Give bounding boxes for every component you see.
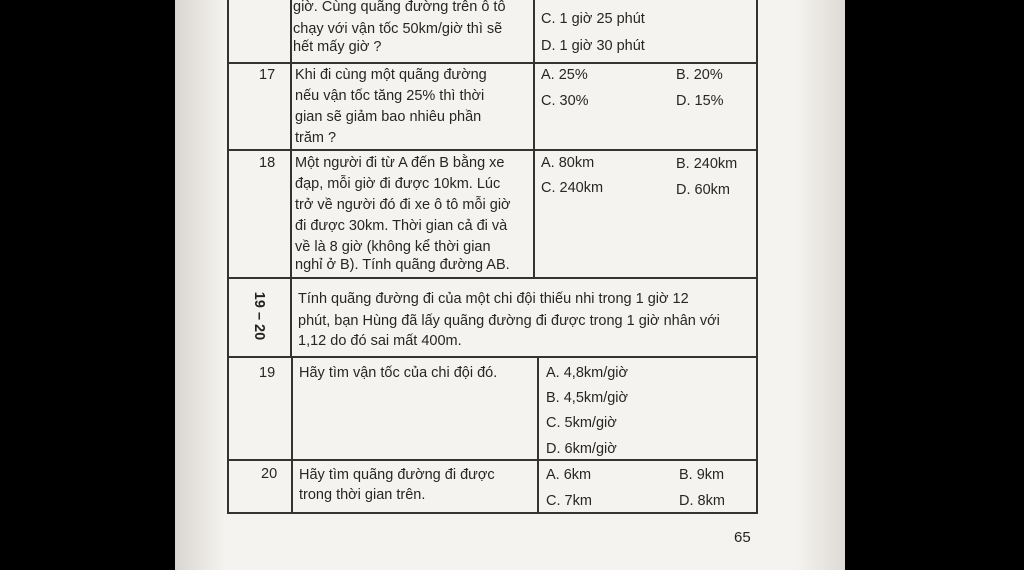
question-line: nếu vận tốc tăng 25% thì thời — [295, 88, 485, 104]
question-line: 1,12 do đó sai mất 400m. — [298, 333, 462, 349]
option-a: A. 6km — [546, 467, 592, 483]
question-number: 20 — [261, 466, 278, 482]
question-line: đi được 30km. Thời gian cả đi và — [295, 218, 508, 234]
question-line: trăm ? — [295, 130, 337, 146]
question-number: 19 — [259, 365, 276, 381]
page-number: 65 — [734, 529, 751, 546]
question-number: 17 — [259, 67, 276, 83]
option-d: D. 1 giờ 30 phút — [541, 38, 645, 54]
question-line: trở về người đó đi xe ô tô mỗi giờ — [295, 197, 511, 213]
question-line: đạp, mỗi giờ đi được 10km. Lúc — [295, 176, 501, 192]
page-shadow-right — [795, 0, 845, 570]
question-line: chạy với vận tốc 50km/giờ thì sẽ — [293, 21, 503, 37]
option-d: D. 15% — [676, 93, 724, 109]
option-a: A. 4,8km/giờ — [546, 365, 629, 381]
question-line: Khi đi cùng một quãng đường — [295, 67, 487, 83]
option-b: B. 240km — [676, 156, 738, 172]
question-line: Một người đi từ A đến B bằng xe — [295, 155, 505, 171]
question-line: về là 8 giờ (không kể thời gian — [295, 239, 491, 255]
page-shadow-left — [175, 0, 225, 570]
option-a: A. 25% — [541, 67, 588, 83]
option-c: C. 240km — [541, 180, 604, 196]
question-line: Hãy tìm vận tốc của chi đội đó. — [299, 365, 498, 381]
option-c: C. 1 giờ 25 phút — [541, 11, 645, 27]
option-c: C. 5km/giờ — [546, 415, 617, 431]
option-b: B. 20% — [676, 67, 723, 83]
option-c: C. 30% — [541, 93, 589, 109]
question-line: gian sẽ giảm bao nhiêu phần — [295, 109, 482, 125]
option-d: D. 60km — [676, 182, 730, 198]
option-a: A. 80km — [541, 155, 595, 171]
option-b: B. 4,5km/giờ — [546, 390, 629, 406]
question-number: 18 — [259, 155, 276, 171]
question-line: nghỉ ở B). Tính quãng đường AB. — [295, 257, 510, 273]
question-number-vertical: 19 – 20 — [251, 291, 267, 341]
question-line: trong thời gian trên. — [299, 487, 426, 503]
question-line: hết mấy giờ ? — [293, 39, 382, 55]
question-line: Hãy tìm quãng đường đi được — [299, 467, 495, 483]
question-line: Tính quãng đường đi của một chi đội thiếu nhi trong 1 giờ 12 — [298, 291, 689, 307]
question-line: giờ. Cùng quãng đường trên ô tô — [293, 0, 506, 15]
option-b: B. 9km — [679, 467, 725, 483]
option-d: D. 8km — [679, 493, 725, 509]
question-line: phút, bạn Hùng đã lấy quãng đường đi được trong 1 giờ nhân với — [298, 313, 720, 329]
option-d: D. 6km/giờ — [546, 441, 617, 457]
option-c: C. 7km — [546, 493, 592, 509]
